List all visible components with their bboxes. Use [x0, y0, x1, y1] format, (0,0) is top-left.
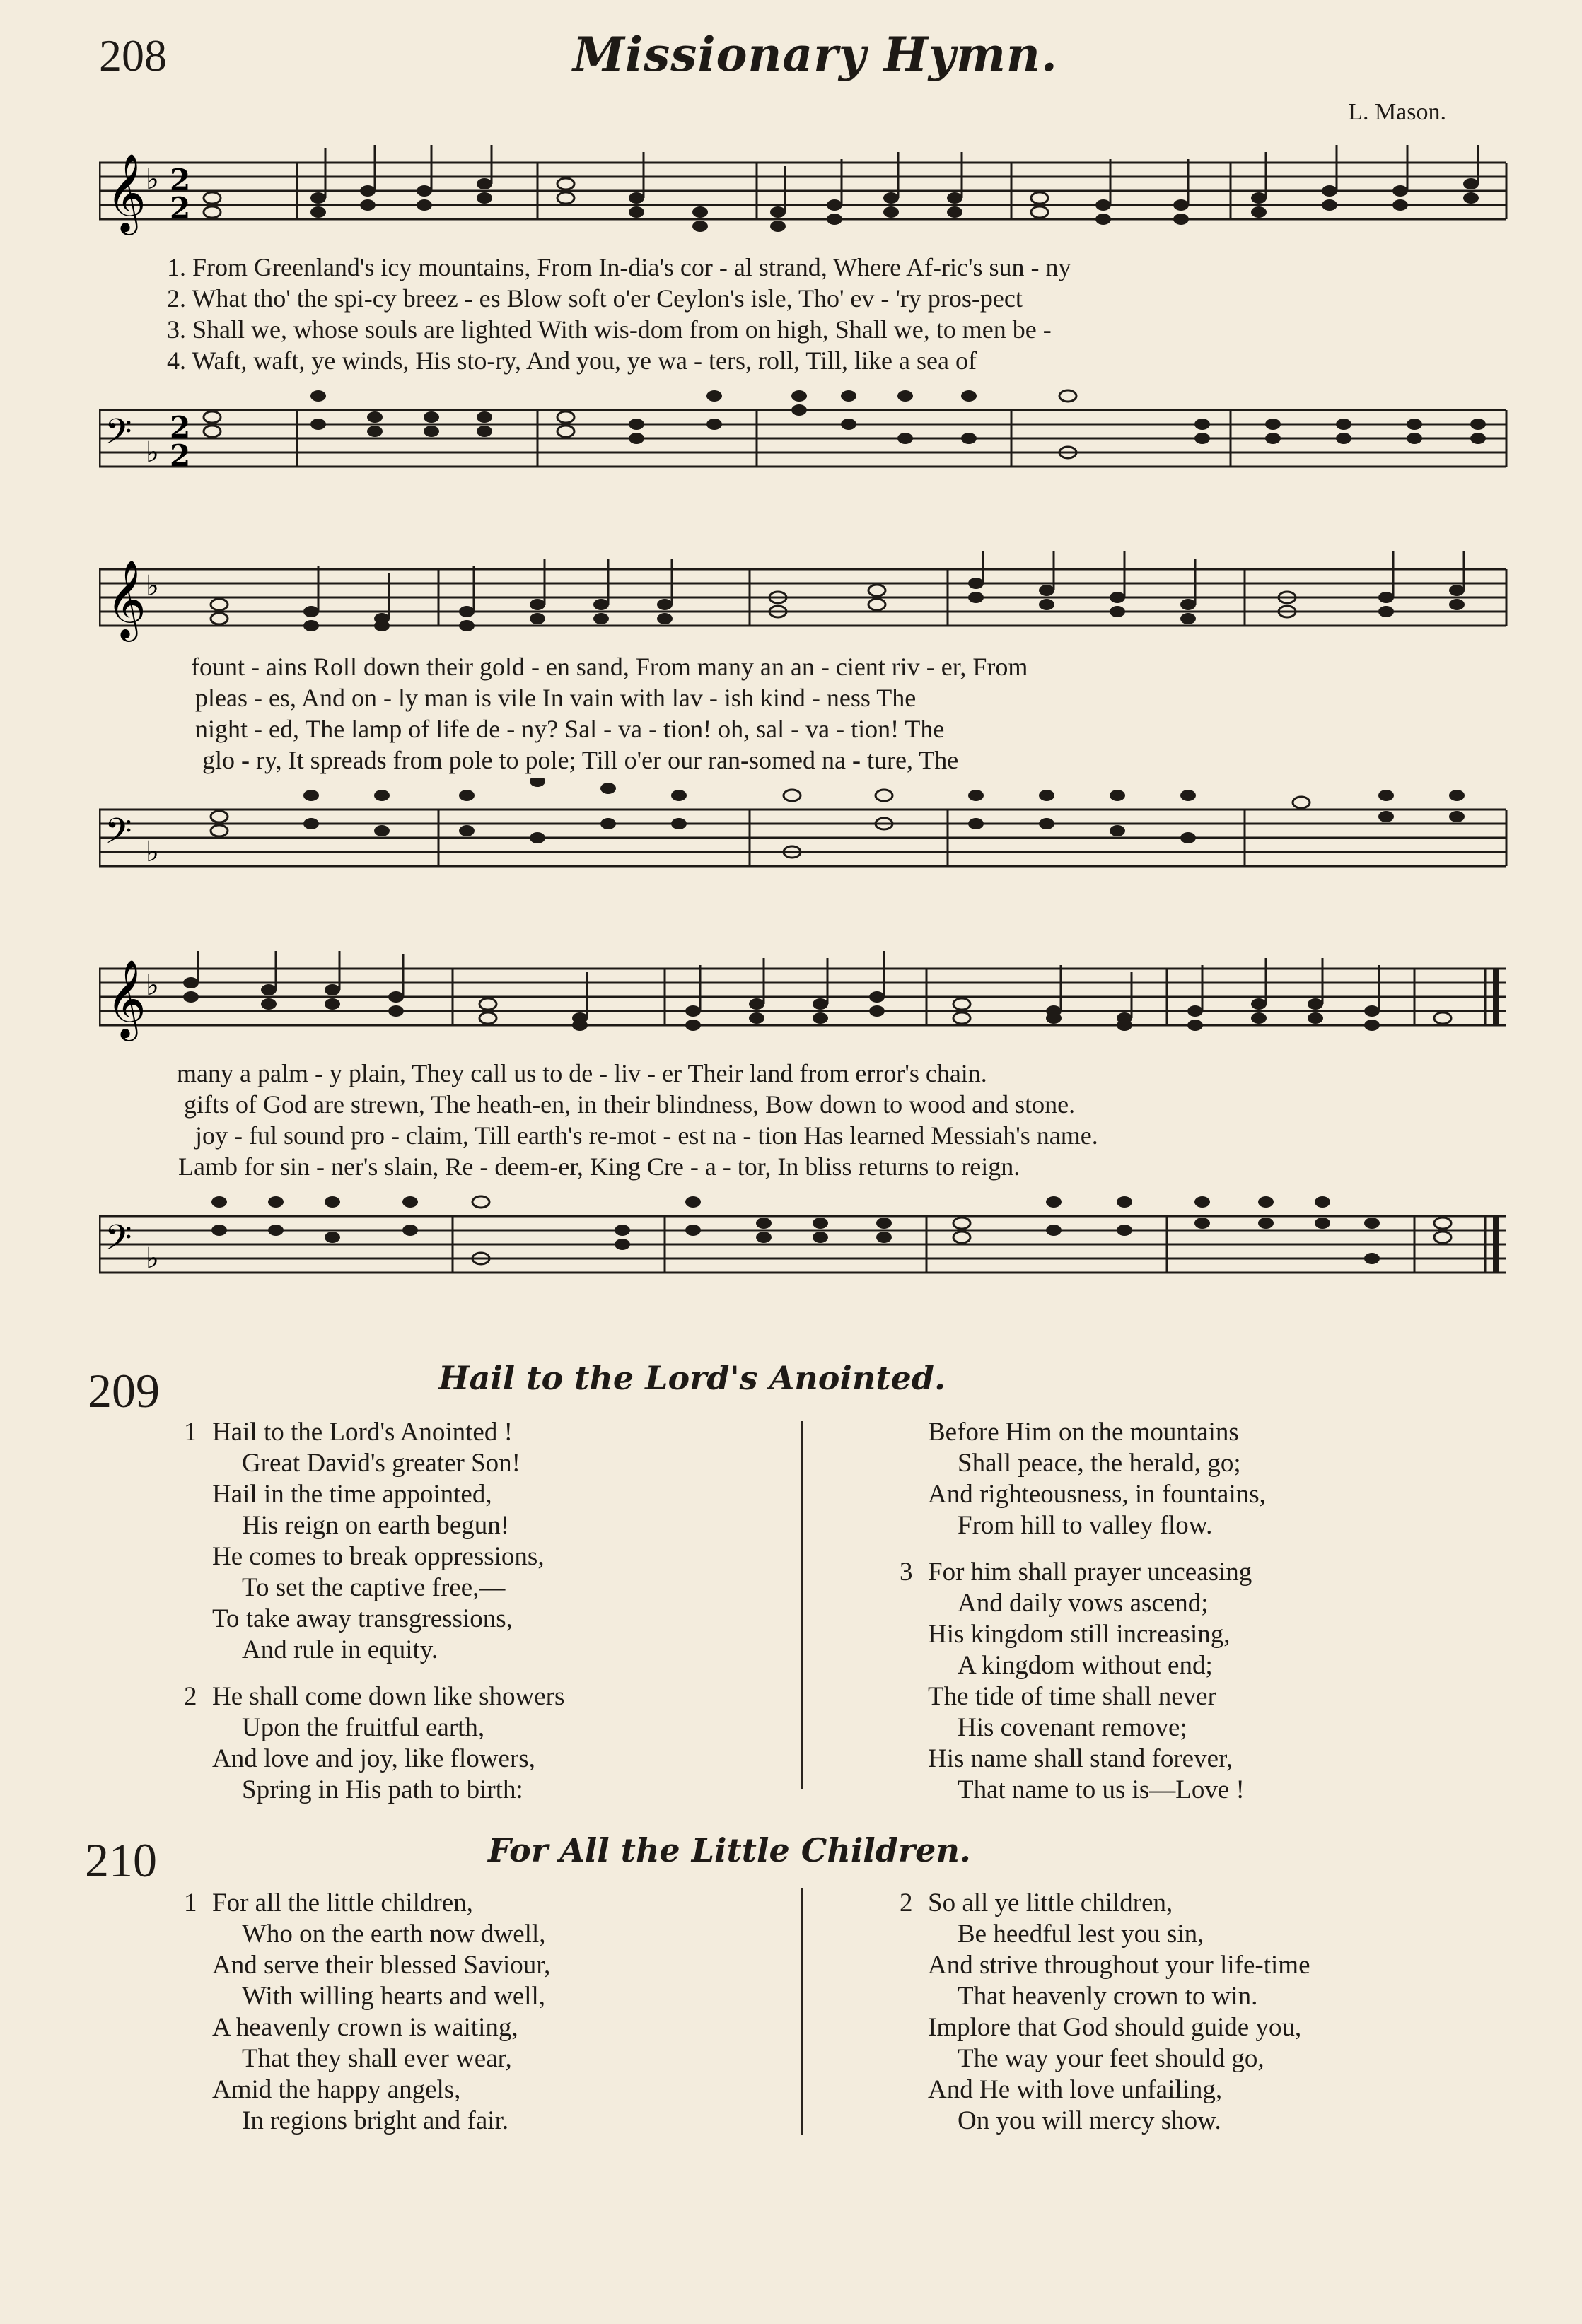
hymn-209 [0, 1343, 1582, 1838]
svg-text:𝄞: 𝄞 [106, 959, 146, 1038]
lyric-line: 3. Shall we, whose souls are lighted With wis-dom from on high, Shall we, to men be - [167, 315, 1052, 344]
svg-text:♭: ♭ [146, 163, 159, 196]
verse-line: The tide of time shall never [928, 1682, 1216, 1711]
verse-line: Spring in His path to birth: [242, 1775, 523, 1804]
verse-line: In regions bright and fair. [242, 2106, 509, 2135]
lyric-line: pleas - es, And on - ly man is vile In vain with lav - ish kind - ness The [195, 684, 917, 712]
svg-text:♭: ♭ [146, 436, 159, 469]
svg-text:♭: ♭ [146, 1242, 159, 1275]
hymn-title: Hail to the Lord's Anointed. [438, 1359, 946, 1397]
verse-line: 2 So all ye little children, [900, 1888, 1173, 1917]
verse-line: On you will mercy show. [958, 2106, 1221, 2135]
lyric-line: 2. What tho' the spi-cy breez - es Blow soft o'er Ceylon's isle, Tho' ev - 'ry pros-pect [167, 284, 1023, 313]
verse-line: And love and joy, like flowers, [212, 1744, 535, 1773]
svg-text:𝄢: 𝄢 [105, 811, 132, 860]
verse-line: 1 For all the little children, [184, 1888, 473, 1917]
verse-line: 1 Hail to the Lord's Anointed ! [184, 1418, 513, 1447]
lyric-line: joy - ful sound pro - claim, Till earth's re-mot - est na - tion Has learned Messiah's name. [195, 1121, 1098, 1150]
svg-text:𝄞: 𝄞 [106, 153, 146, 232]
svg-text:2: 2 [170, 163, 191, 197]
verse-line: And strive throughout your life-time [928, 1951, 1310, 1980]
page-number: 208 [99, 30, 167, 81]
lyric-line: gifts of God are strewn, The heath-en, in their blindness, Bow down to wood and stone. [184, 1090, 1076, 1119]
verse-line: His covenant remove; [958, 1713, 1187, 1742]
treble-staff [99, 951, 1513, 1050]
svg-text:𝄞: 𝄞 [106, 559, 146, 638]
verse-line: He comes to break oppressions, [212, 1542, 545, 1571]
verse-line: That they shall ever wear, [242, 2044, 512, 2073]
verse-line: Before Him on the mountains [928, 1418, 1239, 1447]
verse-line: Implore that God should guide you, [928, 2013, 1302, 2042]
hymn-title: Missionary Hymn. [573, 27, 1058, 82]
music-system-1 [99, 138, 1513, 506]
svg-text:𝄢: 𝄢 [105, 411, 132, 461]
lyric-line: 4. Waft, waft, ye winds, His sto-ry, And you, ye wa - ters, roll, Till, like a sea of [167, 346, 977, 375]
svg-text:♭: ♭ [146, 969, 159, 1002]
verse-line: 3 For him shall prayer unceasing [900, 1558, 1252, 1587]
verse-line: Amid the happy angels, [212, 2075, 461, 2104]
verse-line: His reign on earth begun! [242, 1511, 510, 1540]
lyric-line: Lamb for sin - ner's slain, Re - deem-er, King Cre - a - tor, In bliss returns to reign. [178, 1152, 1020, 1181]
verse-line: With willing hearts and well, [242, 1982, 546, 2011]
verse-line: The way your feet should go, [958, 2044, 1264, 2073]
verse-line: From hill to valley flow. [958, 1511, 1213, 1540]
verse-line: That name to us is—Love ! [958, 1775, 1245, 1804]
verse-line: His kingdom still increasing, [928, 1620, 1231, 1649]
lyric-line: glo - ry, It spreads from pole to pole; Till o'er our ran-somed na - ture, The [202, 746, 959, 774]
verse-line: A kingdom without end; [958, 1651, 1213, 1680]
bass-staff [99, 1184, 1513, 1290]
verse-line: Upon the fruitful earth, [242, 1713, 485, 1742]
lyric-line: fount - ains Roll down their gold - en sand, From many an an - cient riv - er, From [191, 653, 1028, 681]
svg-text:𝄢: 𝄢 [105, 1218, 132, 1267]
lyric-line: 1. From Greenland's icy mountains, From In-dia's cor - al strand, Where Af-ric's sun - ny [167, 253, 1071, 281]
verse-line: And serve their blessed Saviour, [212, 1951, 551, 1980]
treble-staff [99, 551, 1513, 650]
hymn-210 [0, 1817, 1582, 2213]
verse-line: A heavenly crown is waiting, [212, 2013, 518, 2042]
svg-text:2: 2 [170, 191, 191, 226]
verse-line: And daily vows ascend; [958, 1589, 1209, 1618]
lyric-line: many a palm - y plain, They call us to de - liv - er Their land from error's chain. [177, 1059, 987, 1087]
verse-line: 2 He shall come down like showers [184, 1682, 565, 1711]
lyric-line: night - ed, The lamp of life de - ny? Sal - va - tion! oh, sal - va - tion! The [195, 715, 945, 743]
hymn-number: 210 [85, 1833, 157, 1887]
verse-column-left [184, 1888, 551, 2137]
hymn-number: 209 [88, 1364, 160, 1418]
verse-line: And righteousness, in fountains, [928, 1480, 1266, 1509]
verse-column-left [184, 1417, 565, 1806]
hymn-title: For All the Little Children. [488, 1831, 971, 1869]
verse-line: That heavenly crown to win. [958, 1982, 1258, 2011]
verse-line: To take away transgressions, [212, 1604, 513, 1633]
column-divider [801, 1888, 803, 2135]
column-divider [801, 1421, 803, 1789]
verse-column-right [900, 1417, 1266, 1806]
verse-line: Shall peace, the herald, go; [958, 1449, 1241, 1478]
svg-text:2: 2 [170, 438, 191, 473]
verse-column-right [900, 1888, 1310, 2137]
svg-text:♭: ♭ [146, 836, 159, 868]
composer-name: L. Mason. [1348, 99, 1446, 125]
verse-line: To set the captive free,— [242, 1573, 506, 1602]
verse-line: Hail in the time appointed, [212, 1480, 492, 1509]
verse-line: And rule in equity. [242, 1635, 438, 1664]
music-system-2 [99, 544, 1513, 912]
bass-staff [99, 378, 1513, 484]
treble-staff [99, 145, 1513, 244]
music-system-3 [99, 944, 1513, 1312]
verse-line: And He with love unfailing, [928, 2075, 1223, 2104]
svg-text:2: 2 [170, 410, 191, 445]
verse-line: His name shall stand forever, [928, 1744, 1233, 1773]
verse-line: Who on the earth now dwell, [242, 1920, 546, 1949]
bass-staff [99, 778, 1513, 884]
verse-line: Great David's greater Son! [242, 1449, 520, 1478]
verse-line: Be heedful lest you sin, [958, 1920, 1204, 1949]
svg-text:♭: ♭ [146, 570, 159, 602]
